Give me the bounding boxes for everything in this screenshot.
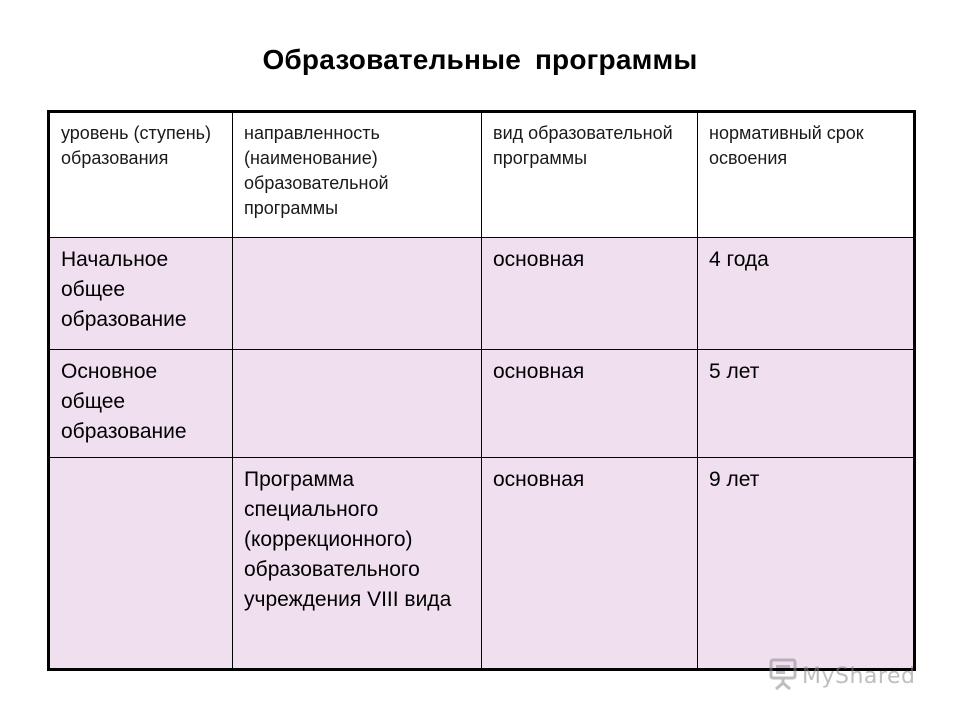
cell-text: Начальное общее образование (61, 248, 187, 331)
table-cell (233, 458, 482, 670)
table-cell (698, 350, 915, 458)
header-label: направленность (наименование) образовательной программы (244, 123, 389, 218)
header-label: вид образовательной программы (493, 123, 673, 168)
table-cell (482, 350, 698, 458)
table-row (49, 350, 915, 458)
table-cell (482, 238, 698, 350)
header-label: нормативный срок освоения (709, 123, 864, 168)
table-row (49, 238, 915, 350)
table-row (49, 458, 915, 670)
page-title: Образовательные программы (262, 44, 698, 75)
header-cell-level (49, 112, 233, 238)
cell-text: Основное общее образование (61, 360, 187, 443)
cell-text: Программа специального (коррекционного) образовательного учреждения VIII вида (244, 468, 452, 611)
watermark (768, 656, 915, 696)
cell-text: 5 лет (709, 360, 760, 383)
table-cell (482, 458, 698, 670)
table-cell (233, 350, 482, 458)
presentation-board-icon (768, 657, 798, 696)
table-cell (49, 238, 233, 350)
watermark-text: MyShared (802, 663, 916, 689)
table-cell (698, 238, 915, 350)
header-label: уровень (ступень) образования (61, 123, 212, 168)
programs-table (47, 110, 916, 671)
table-cell (233, 238, 482, 350)
header-cell-type (482, 112, 698, 238)
cell-text: основная (493, 248, 585, 271)
table-cell (49, 350, 233, 458)
cell-text: 9 лет (709, 468, 760, 491)
cell-text: 4 года (709, 248, 769, 271)
cell-text: основная (493, 360, 585, 383)
header-cell-direction (233, 112, 482, 238)
table-header-row (49, 112, 915, 238)
cell-text: основная (493, 468, 585, 491)
header-cell-term (698, 112, 915, 238)
table-cell (49, 458, 233, 670)
table-cell (698, 458, 915, 670)
